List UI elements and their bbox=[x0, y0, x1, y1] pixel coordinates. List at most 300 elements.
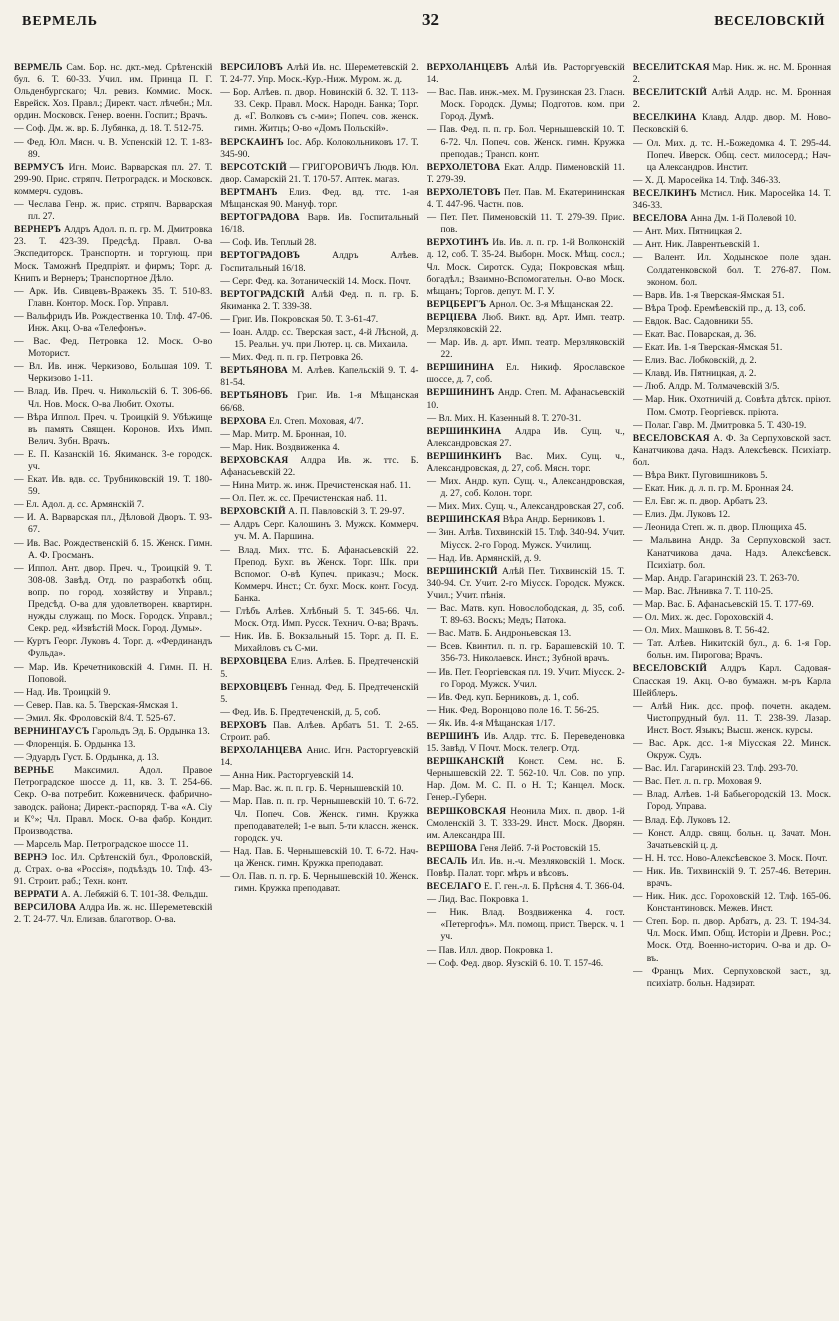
directory-entry bbox=[427, 603, 625, 627]
directory-entry bbox=[220, 796, 418, 844]
entry-surname: ВЕРНИНГАУСЪ bbox=[14, 725, 90, 737]
directory-entry bbox=[220, 62, 418, 86]
header-right-guide-word: ВЕСЕЛОВСКІЙ bbox=[714, 14, 825, 29]
entry-surname: ВЕРТОГРАДОВЪ bbox=[220, 250, 301, 262]
entry-details: Мар. Вас. Б. Афанасьевскій 15. Т. 177-69. bbox=[644, 598, 814, 610]
entry-details: Ив. Пет. Георгіевская пл. 19. Учит. Міусск. 2-го Город. Мужск. Учил. bbox=[438, 666, 625, 690]
entry-details: Вас. Арк. дсс. 1-я Міусская 22. Минск. Окруж. Судъ. bbox=[646, 737, 831, 762]
entry-surname: ВЕСЕЛОВА bbox=[632, 213, 688, 225]
directory-entry bbox=[14, 199, 212, 223]
directory-entry bbox=[14, 636, 212, 660]
entry-surname: ВЕСЕЛКИНА bbox=[632, 112, 697, 124]
entry-surname: ВЕРХОВА bbox=[220, 415, 267, 427]
entry-details: Зин. Алѣв. Тихвинскій 15. Тлф. 340-94. Учит. Міусск. 2-го Город. Мужск. Училищ. bbox=[438, 527, 625, 551]
entry-details: Мальвина Андр. За Серпуховской заст. Канатчикова дача. Надз. Алексѣевск. Психіатр. бол. bbox=[646, 535, 831, 571]
entry-details: Ел. Евг. ж. п. двор. Арбатъ 23. bbox=[644, 496, 768, 508]
entry-details: И. А. Варварская пл., Дѣловой Дворъ. Т. 93-67. bbox=[26, 512, 213, 536]
directory-entry bbox=[633, 573, 831, 585]
directory-entry bbox=[633, 789, 831, 813]
entry-details: Конст. Алдр. свящ. больн. ц. Зачат. Мон. Зачатьевскій ц. д. bbox=[646, 827, 831, 851]
directory-entry bbox=[427, 958, 625, 970]
directory-entry bbox=[633, 62, 831, 86]
entry-details: Ол. Мих. Машковъ 8. Т. 56-42. bbox=[644, 625, 770, 637]
entry-details: Нина Митр. ж. инж. Пречистенская наб. 11. bbox=[232, 480, 411, 492]
entry-details: М. Алѣев. Капельскій 9. Т. 4-81-54. bbox=[220, 365, 419, 389]
entry-details: Ив. Вас. Рождественскій б. 15. Женск. Гимн. А. Ф. Гросманъ. bbox=[26, 537, 213, 561]
entry-details: Гарольдъ Эд. Б. Ордынка 13. bbox=[89, 725, 210, 737]
entry-details: Мар. Ив. Кречетниковскій 4. Гимн. П. Н. Поповой. bbox=[28, 661, 213, 685]
entry-details: Мар. Пав. п. п. гр. Чернышевскій 10. Т. 6-72. Чл. Попеч. Сов. Женск. гимн. Кружка преподавателей; 1-е вып. 5-ти классн. женск. городск. уч. bbox=[232, 796, 419, 844]
directory-entry bbox=[220, 352, 418, 364]
entry-details: Мар. Вас. ж. п. п. гр. Б. Чернышевскій 10. bbox=[232, 783, 404, 795]
entry-details: Соф. Фед. двор. Яузскій 6. 10. Т. 157-46. bbox=[438, 957, 604, 969]
entry-details: Вѣра Викт. Пуговишниковъ 5. bbox=[644, 470, 768, 481]
directory-entry bbox=[633, 175, 831, 187]
directory-entry bbox=[633, 433, 831, 469]
directory-entry bbox=[220, 682, 418, 706]
directory-entry bbox=[220, 493, 418, 505]
entry-details: Як. Ив. 4-я Мѣщанская 1/17. bbox=[438, 717, 556, 729]
directory-entry bbox=[633, 303, 831, 315]
directory-entry bbox=[633, 239, 831, 251]
directory-entry bbox=[14, 726, 212, 738]
entry-details: Север. Пав. ка. 5. Тверская-Ямская 1. bbox=[26, 699, 178, 711]
directory-entry bbox=[220, 276, 418, 288]
entry-details: Е. П. Казанскій 16. Якиманск. 3-е городск. уч. bbox=[27, 448, 213, 472]
entry-details: Григ. Ив. 1-я Мѣщанская 66/68. bbox=[220, 390, 419, 414]
directory-entry bbox=[633, 252, 831, 288]
entry-details: Чеслава Генр. ж. прис. стряпч. Варварская пл. 27. bbox=[28, 199, 213, 223]
entry-details: Конст. Сем. нс. Б. Чернышевскій 22. Т. 562-10. Чл. Сов. по упр. Нар. Дом. М. С. П. о Н. Т.; Канцел. Моск. Генер.-Губерн. bbox=[426, 756, 625, 804]
directory-entry bbox=[220, 545, 418, 605]
page-header bbox=[12, 10, 831, 34]
directory-entry bbox=[14, 739, 212, 751]
entry-details: Фед. Ив. Б. Предтеченскій, д. 5, соб. bbox=[232, 706, 381, 718]
directory-entry bbox=[14, 311, 212, 335]
directory-entry bbox=[633, 891, 831, 915]
column-2 bbox=[220, 62, 418, 1312]
entry-details: Влад. Ив. Преч. ч. Никольскій 6. Т. 306-66. Чл. Нов. Моск. О-ва Любит. Охоты. bbox=[27, 386, 213, 410]
entry-surname: ВЕРХОВСКІЙ bbox=[220, 506, 286, 518]
entry-details: Ник. Ив. Тихвинскій 9. Т. 257-46. Ветерин. врачъ. bbox=[646, 865, 831, 889]
directory-entry bbox=[220, 783, 418, 795]
entry-details: Ол. Мих. д. тс. Н.-Божедомка 4. Т. 295-44. Попеч. Иверск. Общ. сест. милосерд.; Нач-ца Александров. Инстит. bbox=[646, 137, 831, 173]
entry-details: Ел. Никиф. Ярославское шоссе, д. 7, соб. bbox=[426, 362, 625, 386]
entry-surname: ВЕРМУСЪ bbox=[14, 161, 65, 173]
directory-entry bbox=[220, 707, 418, 719]
directory-entry bbox=[14, 386, 212, 410]
entry-details: Вѣра Андр. Берниковъ 1. bbox=[500, 514, 606, 526]
entry-surname: ВЕРШКОВСКАЯ bbox=[426, 805, 507, 817]
entry-details: Мар. Ник. Охотничій д. Совѣта дѣтск. пріют. Пом. Смотр. Георгіевск. пріюта. bbox=[644, 394, 831, 418]
entry-surname: ВЕРШКАНСКІЙ bbox=[426, 756, 505, 768]
entry-surname: ВЕРХОЛАНЦЕВЪ bbox=[426, 62, 510, 73]
directory-entry bbox=[633, 638, 831, 662]
directory-entry bbox=[220, 745, 418, 769]
directory-entry bbox=[633, 290, 831, 302]
directory-entry bbox=[14, 123, 212, 135]
directory-entry bbox=[633, 355, 831, 367]
entry-details: Варв. Ив. 1-я Тверская-Ямская 51. bbox=[644, 289, 785, 301]
entry-details: Алѣй Алдр. нс. М. Бронная 2. bbox=[632, 87, 831, 111]
directory-entry bbox=[427, 945, 625, 957]
directory-entry bbox=[220, 162, 418, 186]
directory-entry bbox=[633, 815, 831, 827]
entry-details: Леонида Степ. ж. п. двор. Плющиха 45. bbox=[644, 522, 807, 534]
entry-details: Марсель Мар. Петроградское шоссе 11. bbox=[26, 838, 189, 850]
directory-entry bbox=[220, 442, 418, 454]
entry-details: Влад. Еф. Луковъ 12. bbox=[644, 814, 731, 826]
entry-details: Клавд. Ив. Пятницкая, д. 2. bbox=[644, 368, 757, 380]
entry-surname: ВЕРХОВЪ bbox=[220, 719, 267, 731]
entry-details: Ант. Ник. Лаврентьевскій 1. bbox=[644, 239, 760, 251]
entry-details: Мар. Митр. М. Бронная, 10. bbox=[232, 428, 347, 440]
entry-surname: ВЕСЕЛИТСКІЙ bbox=[632, 87, 708, 99]
directory-entry bbox=[14, 62, 212, 122]
entry-surname: ВЕСЕЛКИНЪ bbox=[632, 187, 697, 199]
directory-entry bbox=[427, 894, 625, 906]
directory-entry bbox=[14, 765, 212, 838]
directory-entry bbox=[633, 916, 831, 964]
directory-entry bbox=[14, 839, 212, 851]
entry-details: Андр. Степ. М. Афанасьевскій 10. bbox=[426, 387, 625, 411]
directory-entry bbox=[427, 299, 625, 311]
directory-entry bbox=[633, 420, 831, 432]
directory-entry bbox=[220, 770, 418, 782]
entry-surname: ВЕСЕЛИТСКАЯ bbox=[632, 62, 710, 73]
directory-columns bbox=[14, 62, 831, 1312]
entry-surname: ВЕРХОВЦЕВА bbox=[220, 656, 288, 668]
directory-entry bbox=[633, 188, 831, 212]
directory-entry bbox=[14, 286, 212, 310]
entry-details: Екат. Ив. 1-я Тверская-Ямская 51. bbox=[644, 342, 783, 354]
entry-details: Арк. Ив. Сивцевъ-Вражекъ 35. Т. 510-83. Главн. Контор. Моск. Гор. Управл. bbox=[28, 285, 213, 309]
column-1 bbox=[14, 62, 212, 1312]
directory-entry bbox=[633, 663, 831, 699]
entry-details: Алдръ Адол. п. п. гр. М. Дмитровка 23. Т. 423-39. Предсѣд. Правл. О-ва Экспедиторск. Транспортн. и торгующ. при Моск. Таможнѣ Предпріят. и фирмъ; Торг. д. Книпъ и Вернеръ; Транспортное Дѣло. bbox=[14, 224, 213, 284]
entry-details: Куртъ Георг. Луковъ 4. Торг. д. «Фердинандъ Фульда». bbox=[26, 636, 213, 660]
directory-entry bbox=[633, 776, 831, 788]
entry-details: Над. Пав. Б. Чернышевскій 10. Т. 6-72. Нач-ца Женск. гимн. Кружка преподават. bbox=[233, 845, 419, 869]
directory-entry bbox=[220, 416, 418, 428]
entry-details: Над. Ив. Троицкій 9. bbox=[26, 686, 111, 698]
directory-entry bbox=[220, 631, 418, 655]
directory-entry bbox=[220, 250, 418, 274]
directory-entry bbox=[14, 449, 212, 473]
entry-details: Мстисл. Ник. Маросейка 14. Т. 346-33. bbox=[632, 187, 831, 212]
entry-surname: ВЕРЦІЕВА bbox=[426, 311, 478, 323]
directory-entry bbox=[633, 828, 831, 852]
entry-details: Екат. Ив. вдв. сс. Трубниковскій 19. Т. 180-59. bbox=[27, 474, 213, 498]
entry-details: Вас. Фед. Петровка 12. Моск. О-во Моторист. bbox=[28, 336, 213, 360]
directory-entry bbox=[220, 212, 418, 236]
entry-details: Эдуардъ Густ. Б. Ордынка, д. 13. bbox=[26, 752, 159, 764]
directory-entry bbox=[14, 224, 212, 284]
directory-entry bbox=[220, 606, 418, 630]
directory-entry bbox=[14, 137, 212, 161]
entry-surname: ВЕРНЬЕ bbox=[14, 765, 55, 777]
entry-surname: ВЕРХОЛЕТОВЪ bbox=[426, 186, 501, 198]
directory-entry bbox=[14, 538, 212, 562]
column-3 bbox=[427, 62, 625, 1312]
directory-entry bbox=[220, 720, 418, 744]
entry-surname: ВЕРНЭ bbox=[14, 851, 48, 863]
directory-entry bbox=[220, 519, 418, 543]
entry-details: Елиз. Фед. вд. ттс. 1-ая Мѣщанская 90. Мануф. торг. bbox=[220, 186, 419, 211]
entry-details: Вас. Ил. Гагаринскій 23. Тлф. 293-70. bbox=[644, 763, 799, 775]
directory-entry bbox=[633, 535, 831, 571]
entry-surname: ВЕРНЕРЪ bbox=[14, 224, 62, 236]
entry-details: Елиз. Дм. Луковъ 12. bbox=[644, 509, 731, 521]
entry-details: Люб. Алдр. М. Толмачевскій 3/5. bbox=[644, 381, 780, 393]
entry-details: Григ. Ив. Покровская 50. Т. 3-61-47. bbox=[232, 313, 379, 325]
directory-entry bbox=[427, 907, 625, 943]
directory-entry bbox=[427, 187, 625, 211]
directory-entry bbox=[14, 512, 212, 536]
entry-details: Францъ Мих. Серпуховской заст., зд. психіатр. больн. Надзират. bbox=[646, 965, 831, 989]
entry-details: Ант. Мих. Пятницкая 2. bbox=[644, 226, 743, 238]
directory-entry bbox=[633, 586, 831, 598]
entry-details: Лид. Вас. Покровка 1. bbox=[438, 894, 529, 906]
entry-details: Х. Д. Маросейка 14. Тлф. 346-33. bbox=[644, 174, 781, 186]
header-left-guide-word: ВЕРМЕЛЬ bbox=[22, 14, 99, 29]
entry-details: Іос. Ил. Срѣтенскій бул., Фроловскій, д. Страх. о-ва «Россія», подъѣздъ 10. Тлф. 43-91. Строит. раб.; Техн. конт. bbox=[14, 851, 213, 888]
directory-entry bbox=[14, 162, 212, 198]
entry-details: Вас. Матв. куп. Новослободская, д. 35, соб. Т. 89-63. Воскъ; Медъ; Патока. bbox=[439, 603, 625, 627]
entry-surname: ВЕРХОВСКАЯ bbox=[220, 454, 289, 466]
entry-details: Вл. Ив. инж. Черкизово, Большая 109. Т. Черкизово 1-11. bbox=[28, 361, 213, 385]
entry-details: Ник. Влад. Воздвиженка 4. гост. «Петергофъ». Мл. помощ. прист. Тверск. ч. 1 уч. bbox=[440, 907, 625, 943]
directory-entry bbox=[427, 387, 625, 411]
entry-details: Клавд. Алдр. двор. М. Ново-Песковскій 6. bbox=[632, 112, 831, 136]
entry-details: Анна Дм. 1-й Полевой 10. bbox=[687, 213, 797, 225]
entry-details: Алдра Ив. ж. нс. Шереметевскій 2. Т. 24-77. Чл. Елизав. благотвор. О-ва. bbox=[14, 902, 213, 926]
directory-entry bbox=[633, 738, 831, 762]
entry-details: Над. Ив. Армянскій, д. 9. bbox=[438, 552, 542, 564]
entry-details: Мар. Андр. Гагаринскій 23. Т. 263-70. bbox=[644, 572, 800, 584]
directory-entry bbox=[427, 312, 625, 336]
entry-details: Фед. Юл. Мясн. ч. В. Успенскій 12. Т. 1-83-89. bbox=[27, 136, 213, 160]
directory-entry bbox=[633, 394, 831, 418]
entry-details: Серг. Фед. ка. Зотаническій 14. Моск. Почт. bbox=[232, 275, 411, 287]
entry-surname: ВЕРХОЛАНЦЕВА bbox=[220, 745, 303, 757]
directory-entry bbox=[633, 763, 831, 775]
directory-entry bbox=[220, 390, 418, 414]
entry-details: Алѣй Ив. нс. Шереметевскій 2. Т. 24-77. Упр. Моск.-Кур.-Ниж. Муром. ж. д. bbox=[220, 62, 419, 86]
entry-details: Соф. Дм. ж. вр. Б. Лубянка, д. 18. Т. 512-75. bbox=[26, 123, 204, 135]
entry-details: Ник. Ник. дсс. Гороховскій 12. Тлф. 165-06. Константиновск. Межев. Инст. bbox=[645, 891, 831, 915]
entry-surname: ВЕРСОТСКІЙ bbox=[220, 161, 287, 173]
directory-entry bbox=[633, 853, 831, 865]
directory-entry bbox=[220, 871, 418, 895]
directory-entry bbox=[633, 316, 831, 328]
entry-details: Вѣра Иппол. Преч. ч. Троицкій 9. Убѣжище въ память Священ. Коронов. Ихъ Имп. Велич. Зубн. Врачъ. bbox=[27, 411, 213, 447]
directory-entry bbox=[427, 87, 625, 123]
directory-entry bbox=[633, 342, 831, 354]
entry-details: Иппол. Ант. двор. Преч. ч., Троицкій 9. Т. 308-08. Завѣд. Отд. по разработкѣ общ. вопр. по город. хозяйству и Управл.; Предсѣд. О-ва для удовлетворен. квартирн. нужды служащ. по Моск. Городск. Управл.; Секр. ред. «Извѣстій Моск. Город. Думы». bbox=[28, 562, 213, 635]
directory-entry bbox=[220, 506, 418, 518]
entry-surname: ВЕРРАТИ bbox=[14, 889, 59, 901]
entry-details: Мих. Фед. п. п. гр. Петровка 26. bbox=[232, 352, 364, 364]
directory-entry bbox=[427, 451, 625, 475]
directory-entry bbox=[220, 846, 418, 870]
entry-details: Максимил. Адол. Правое Петроградское шоссе д. 11, кв. 3. Т. 254-66. Секр. О-ва потребит. Кожевническ. фабрично-заводск. района; Директ.-распоряд. Т-ва «А. Сіу и К°»; Чл. Правл. Моск. О-ва фабр. Кондит. Производства. bbox=[14, 765, 213, 837]
directory-entry bbox=[220, 327, 418, 351]
entry-surname: ВЕРСИЛОВЪ bbox=[220, 62, 284, 73]
directory-entry bbox=[14, 852, 212, 888]
directory-entry bbox=[427, 628, 625, 640]
directory-entry bbox=[14, 889, 212, 901]
entry-details: Пав. Алѣев. Арбатъ 51. Т. 2-65. Строит. раб. bbox=[220, 719, 419, 743]
entry-details: Евдок. Вас. Садовники 55. bbox=[644, 315, 754, 327]
directory-entry bbox=[427, 806, 625, 842]
entry-surname: ВЕРШИНИНЪ bbox=[426, 387, 495, 399]
entry-details: Валент. Ил. Ходынское поле здан. Солдатенковской бол. Т. 276-87. Пом. эконом. бол. bbox=[646, 252, 831, 288]
directory-entry bbox=[427, 641, 625, 665]
directory-entry bbox=[633, 599, 831, 611]
directory-entry bbox=[14, 700, 212, 712]
directory-entry bbox=[14, 474, 212, 498]
directory-entry bbox=[427, 62, 625, 86]
entry-details: Вас. Матв. Б. Андроньевская 13. bbox=[438, 628, 572, 640]
entry-details: Алдръ Алѣев. Госпитальный 16/18. bbox=[220, 250, 419, 274]
directory-entry bbox=[427, 692, 625, 704]
entry-details: Ник. Ив. Б. Вокзальный 15. Торг. д. П. Е. Михайловъ съ С-ми. bbox=[234, 631, 419, 655]
directory-entry bbox=[220, 289, 418, 313]
directory-entry bbox=[427, 718, 625, 730]
entry-details: Вас. Мих. Сущ. ч., Александровская, д. 27, соб. Мясн. торг. bbox=[426, 450, 625, 474]
directory-entry bbox=[633, 381, 831, 393]
entry-details: Влад. Мих. ттс. Б. Афанасьевскій 22. Препод. Бухг. въ Женск. Торг. Шк. при Вспомог. О-вѣ Купеч. приказч.; Моск. Коммерч. Инст.; Ст. бухг. Моск. конт. Госуд. Банка. bbox=[234, 544, 419, 604]
entry-surname: ВЕРСИЛОВА bbox=[14, 902, 77, 914]
directory-entry bbox=[14, 336, 212, 360]
entry-details: Іоан. Алдр. сс. Тверская заст., 4-й Лѣсной, д. 15. Реальн. уч. при Лютер. ц. св. Михаила. bbox=[232, 326, 419, 351]
directory-entry bbox=[14, 361, 212, 385]
entry-details: Елиз. Алѣев. Б. Предтеченскій 5. bbox=[220, 656, 419, 680]
entry-details: Влад. Алѣев. 1-й Бабьегородскій 13. Моск. Город. Управа. bbox=[646, 789, 831, 813]
directory-entry bbox=[14, 687, 212, 699]
entry-details: Е. Г. ген.-л. Б. Прѣсня 4. Т. 366-04. bbox=[481, 881, 625, 893]
entry-details: Алѣй Фед. п. п. гр. Б. Якиманка 2. Т. 339-38. bbox=[220, 288, 419, 312]
directory-entry bbox=[633, 138, 831, 174]
entry-details: Мар. Ив. д. арт. Имп. театр. Мерзляковскій 22. bbox=[440, 337, 625, 361]
directory-entry bbox=[220, 656, 418, 680]
entry-details: Полаг. Гавр. М. Дмитровка 5. Т. 430-19. bbox=[644, 419, 807, 431]
directory-entry bbox=[427, 476, 625, 500]
entry-details: Соф. Ив. Теплый 28. bbox=[232, 237, 317, 249]
directory-entry bbox=[427, 501, 625, 513]
entry-details: Іос. Абр. Колокольниковъ 17. Т. 345-90. bbox=[220, 136, 419, 160]
entry-surname: ВЕРШОВА bbox=[426, 842, 478, 854]
entry-details: Анна Ник. Расторгуевскій 14. bbox=[232, 770, 354, 782]
entry-details: Ил. Ив. н.-ч. Мезляковскій 1. Моск. Повѣр. Палат. торг. мѣръ и вѣсовъ. bbox=[426, 855, 625, 879]
entry-details: Ол. Пет. ж. сс. Пречистенская наб. 11. bbox=[232, 493, 388, 505]
page-number: 32 bbox=[422, 10, 439, 29]
directory-entry bbox=[427, 756, 625, 804]
directory-entry bbox=[14, 713, 212, 725]
entry-surname: ВЕСАЛЬ bbox=[426, 855, 468, 867]
entry-details: Флоренція. Б. Ордынка 13. bbox=[26, 739, 136, 751]
directory-entry bbox=[633, 112, 831, 136]
entry-surname: ВЕРХОЛЕТОВА bbox=[426, 161, 501, 173]
entry-details: Н. Н. тсс. Ново-Алексѣевское 3. Моск. Почт. bbox=[644, 852, 828, 864]
directory-entry bbox=[427, 362, 625, 386]
directory-entry bbox=[427, 881, 625, 893]
entry-details: Мар. Ник. Воздвиженка 4. bbox=[232, 441, 340, 453]
entry-surname: ВЕРШИНСКІЙ bbox=[426, 565, 498, 577]
directory-entry bbox=[220, 455, 418, 479]
directory-entry bbox=[220, 365, 418, 389]
entry-details: Алѣй Пет. Тихвинскій 15. Т. 340-94. Ст. Учит. 2-го Міусск. Городск. Мужск. Учил.; Учит. пѣнія. bbox=[426, 565, 625, 601]
entry-surname: ВЕРХОТИНЪ bbox=[426, 237, 490, 249]
entry-details: Арнол. Ос. 3-я Мѣщанская 22. bbox=[486, 298, 614, 310]
entry-details: Екат. Алдр. Пименовскій 11. Т. 279-39. bbox=[426, 161, 625, 185]
entry-details: А. П. Павловскій 3. Т. 29-97. bbox=[285, 506, 405, 518]
entry-details: Алдра Ив. ж. ттс. Б. Афанасьевскій 22. bbox=[220, 454, 419, 478]
entry-details: Степ. Бор. п. двор. Арбатъ, д. 23. Т. 194-34. Чл. Моск. Имп. Общ. Исторіи и Древн. Рос.; Моск. Отд. Военно-историч. О-ва и др. О-въ. bbox=[645, 916, 831, 964]
directory-entry bbox=[427, 212, 625, 236]
entry-details: Алдръ Серг. Калошинъ 3. Мужск. Коммерч. уч. М. А. Паршина. bbox=[233, 519, 419, 543]
directory-entry bbox=[427, 162, 625, 186]
entry-details: Екат. Ник. д. л. п. гр. М. Бронная 24. bbox=[644, 483, 794, 495]
entry-details: Елиз. Вас. Лобковскій, д. 2. bbox=[644, 355, 757, 367]
directory-entry bbox=[427, 527, 625, 551]
directory-entry bbox=[14, 563, 212, 636]
directory-entry bbox=[220, 480, 418, 492]
entry-surname: ВЕРХОВЦЕВЪ bbox=[220, 681, 288, 693]
entry-details: Ив. Алдр. ттс. Б. Переведеновка 15. Завѣд. V Почт. Моск. телегр. Отд. bbox=[426, 730, 625, 755]
entry-details: Люб. Викт. вд. Арт. Имп. театр. Мерзляковскій 22. bbox=[426, 311, 625, 335]
directory-entry bbox=[427, 667, 625, 691]
entry-details: Вѣра Троф. Еремѣевскій пр., д. 13, соб. bbox=[644, 302, 806, 314]
entry-details: Ив. Ив. л. п. гр. 1-й Волконскій д. 12, соб. Т. 35-24. Выборн. Моск. Мѣщ. сосл.; Чл. Моск. Сиротск. Суда; Покровская мѣщ. богадѣл.; Взаимно-Вспомогательн. О-во Моск. мѣщанъ; Торгов. депут. М. Г. У. bbox=[426, 237, 625, 297]
directory-entry bbox=[633, 87, 831, 111]
directory-entry bbox=[633, 496, 831, 508]
entry-details: Ник. Фед. Воронцово поле 16. Т. 56-25. bbox=[438, 704, 600, 716]
entry-details: Геннад. Фед. Б. Предтеченскій 5. bbox=[220, 681, 419, 705]
entry-surname: ВЕСЕЛОВСКІЙ bbox=[632, 663, 708, 675]
directory-entry bbox=[220, 314, 418, 326]
entry-details: Алѣй Ив. Расторгуевскій 14. bbox=[426, 62, 625, 86]
entry-surname: ВЕРТМАНЪ bbox=[220, 186, 278, 198]
entry-surname: ВЕРТОГРАДСКІЙ bbox=[220, 288, 305, 300]
entry-surname: ВЕРЦБЕРГЪ bbox=[426, 298, 487, 310]
entry-details: Бор. Алѣев. п. двор. Новинскій б. 32. Т. 113-33. Секр. Правл. Моск. Народн. Банка; Торг. д. «Г. Волковъ съ с-ми»; Попеч. сов. женск. гимн. Житцъ; О-во «Домъ Польскій». bbox=[232, 87, 419, 135]
entry-surname: ВЕСЕЛОВСКАЯ bbox=[632, 432, 710, 444]
directory-entry bbox=[427, 566, 625, 602]
entry-details: Ел. Адол. д. сс. Армянскій 7. bbox=[26, 499, 145, 511]
directory-entry bbox=[220, 87, 418, 135]
entry-details: Алдра Ив. Сущ. ч., Александровская 27. bbox=[426, 425, 625, 449]
directory-entry bbox=[427, 731, 625, 755]
entry-details: А. А. Лебяжій 6. Т. 101-38. Фельдш. bbox=[58, 889, 209, 901]
entry-surname: ВЕРТЬЯНОВА bbox=[220, 365, 288, 377]
directory-entry bbox=[633, 509, 831, 521]
directory-entry bbox=[427, 553, 625, 565]
entry-details: Алдръ Карл. Садовая-Спасская 19. Акц. О-во бумажн. м-ръ Карла Шейблеръ. bbox=[632, 663, 831, 699]
entry-surname: ВЕРШИНКИНА bbox=[426, 425, 502, 437]
directory-entry bbox=[14, 499, 212, 511]
directory-entry bbox=[633, 213, 831, 225]
entry-details: Ол. Мих. ж. дес. Гороховскій 4. bbox=[644, 612, 774, 624]
entry-details: Екат. Вас. Поварская, д. 36. bbox=[644, 328, 757, 340]
entry-details: Мих. Мих. Сущ. ч., Александровская 27, соб. bbox=[438, 501, 624, 513]
entry-details: Пав. Илл. двор. Покровка 1. bbox=[438, 944, 553, 956]
entry-surname: ВЕРШИНЪ bbox=[426, 730, 480, 742]
entry-surname: ВЕРШИНКИНЪ bbox=[426, 450, 502, 462]
entry-details: Пет. Пет. Пименовскій 11. Т. 279-39. Прис. пов. bbox=[440, 212, 625, 236]
directory-entry bbox=[427, 124, 625, 160]
